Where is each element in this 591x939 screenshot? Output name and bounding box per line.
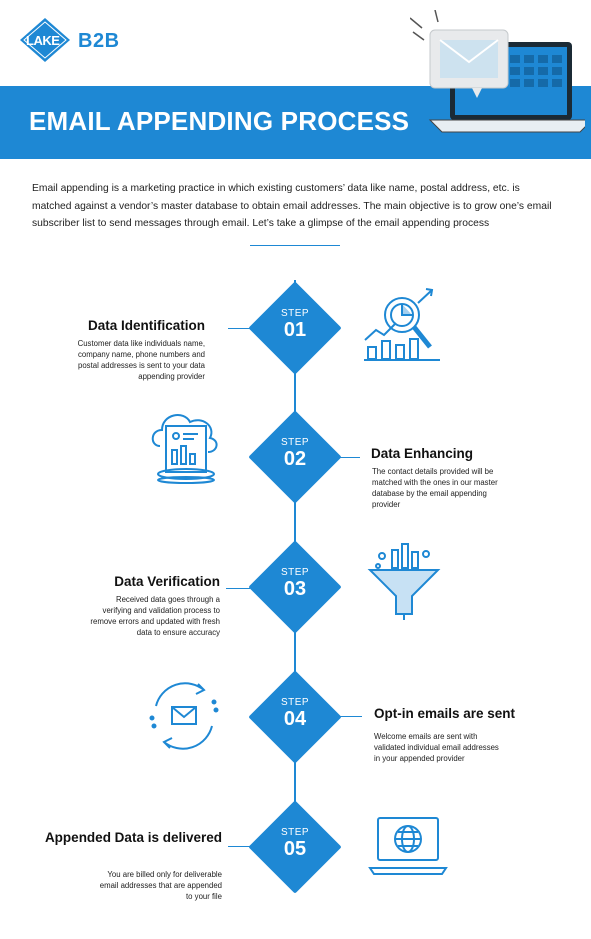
step-badge [248,800,342,894]
cloud-database-icon [146,404,226,484]
magnifier-chart-icon [362,285,442,365]
step-number: 03 [283,578,307,600]
company-logo [20,18,130,64]
email-cycle-icon [144,676,224,756]
step-label: STEP [280,567,310,578]
connector [228,846,250,847]
step-label: STEP [280,437,310,448]
step-title: Opt-in emails are sent [374,706,516,721]
step-label: STEP [280,308,310,319]
step-title: Data Enhancing [371,446,474,461]
step-number: 04 [283,708,307,730]
step-badge [248,670,342,764]
step-number: 01 [283,319,307,341]
step-description: The contact details provided will be matched with the ones in our master database by the email appending provider [372,467,498,509]
connector [226,588,250,589]
step-label: STEP [280,697,310,708]
logo-text: LAKE [26,33,60,48]
step-badge [248,410,342,504]
laptop-globe-icon [368,808,448,888]
step-description: Received data goes through a verifying and validation process to remove errors and updated with fresh data to ensure accuracy [90,595,220,637]
connector [228,328,250,329]
step-description: You are billed only for deliverable email addresses that are appended to your file [99,870,222,901]
step-title: Data Identification [87,318,205,333]
step-label: STEP [280,827,310,838]
laptop-email-icon [410,10,585,140]
step-description: Welcome emails are sent with validated individual email addresses in your appended provider [374,732,499,763]
logo-subtext: B2B [78,30,120,52]
page-title: EMAIL APPENDING PROCESS [29,106,410,136]
intro-paragraph: Email appending is a marketing practice in which existing customers’ data like name, postal address, etc. is matched against a vendor’s master database to obtain email addresses. The main objective is to grow one’s email subscriber list to send messages through email. Let’s take a glimpse of the email appending process [32,183,552,229]
step-title: Data Verification [114,574,220,589]
step-number: 05 [283,838,307,860]
divider [250,245,340,246]
step-badge [248,540,342,634]
step-description: Customer data like individuals name, company name, phone numbers and postal addresses is sent to your data appending provider [77,339,205,381]
step-number: 02 [283,448,307,470]
step-title: Appended Data is delivered [44,830,222,845]
data-funnel-icon [364,542,444,622]
step-badge [248,281,342,375]
